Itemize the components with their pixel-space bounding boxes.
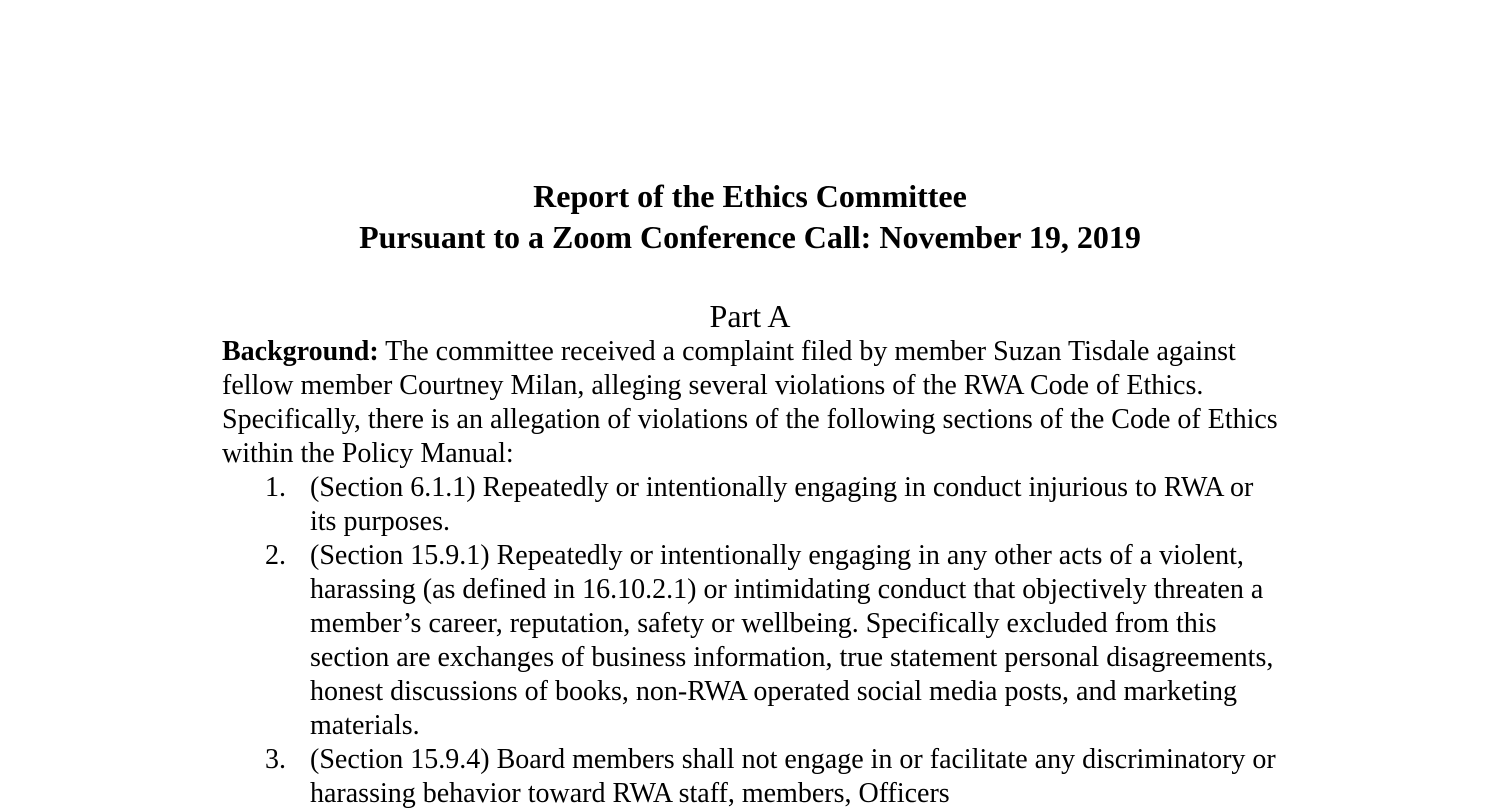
background-text: The committee received a complaint filed by member Suzan Tisdale against fellow member Courtney Milan, alleging several violations of the RWA Code of Ethics. Specifically, there is an allegation of violations of the following sections of the Code of Ethics within the Policy Manual: <box>222 336 1278 469</box>
list-item-text: (Section 15.9.1) Repeatedly or intentionally engaging in any other acts of a violent, harassing (as defined in 16.10.2.1) or intimidating conduct that objectively threaten a member’s career, reputation, safety or wellbeing. Specifically excluded from this section are exchanges of business information, true statement personal disagreements, honest discussions of books, non-RWA operated social media posts, and marketing materials. <box>310 540 1274 741</box>
part-heading: Part A <box>709 298 791 334</box>
background-label: Background: <box>222 336 379 367</box>
list-item-number: 2. <box>265 540 286 571</box>
list-item-text: (Section 6.1.1) Repeatedly or intentionally engaging in conduct injurious to RWA or its purposes. <box>310 472 1254 537</box>
background-paragraph <box>222 335 1282 471</box>
list-item <box>222 539 1282 743</box>
report-title: Report of the Ethics Committee <box>533 178 967 214</box>
report-subtitle: Pursuant to a Zoom Conference Call: November 19, 2019 <box>359 219 1141 255</box>
list-item-number: 1. <box>265 472 286 503</box>
list-item <box>222 743 1282 811</box>
list-item-text: (Section 15.9.4) Board members shall not engage in or facilitate any discriminatory or harassing behavior toward RWA staff, members, Officers <box>310 744 1276 809</box>
list-item <box>222 471 1282 539</box>
violations-list <box>222 471 1282 811</box>
list-item-number: 3. <box>265 744 286 775</box>
document-body <box>222 335 1282 811</box>
